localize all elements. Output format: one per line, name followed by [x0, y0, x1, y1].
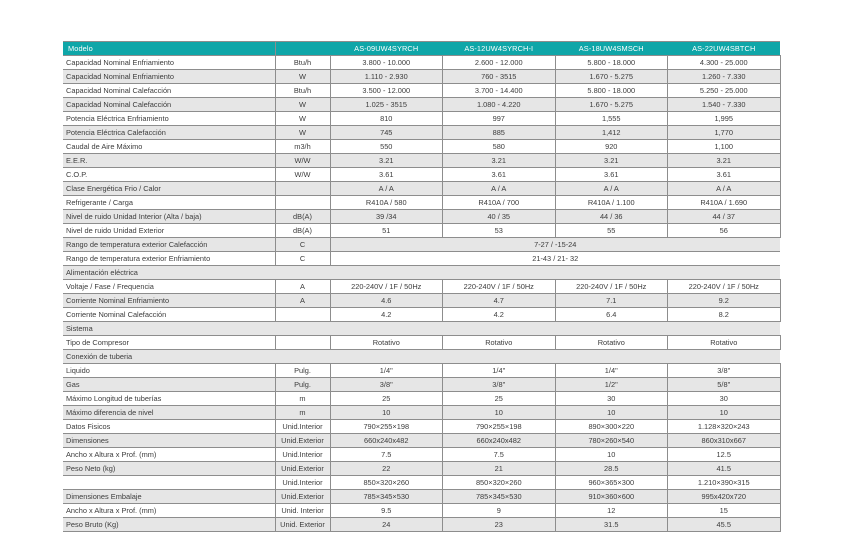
- row-value: R410A / 580: [330, 196, 443, 210]
- table-row: [63, 476, 780, 490]
- row-value: 995x420x720: [668, 490, 781, 504]
- table-row: [63, 238, 780, 252]
- row-value: 1.110 - 2.930: [330, 70, 443, 84]
- row-value: 10: [668, 406, 781, 420]
- row-unit: W: [275, 70, 330, 84]
- row-label: Ancho x Altura x Prof. (mm): [63, 448, 275, 462]
- table-body: [63, 56, 780, 532]
- row-value: 1,770: [668, 126, 781, 140]
- row-value: 23: [443, 518, 556, 532]
- row-value: 1.210×390×315: [668, 476, 781, 490]
- row-value: 44 / 37: [668, 210, 781, 224]
- row-value: 55: [555, 224, 668, 238]
- table-header-row: [63, 42, 780, 56]
- row-value: 550: [330, 140, 443, 154]
- row-value: 785×345×530: [330, 490, 443, 504]
- row-value: R410A / 700: [443, 196, 556, 210]
- table-row: [63, 336, 780, 350]
- section-header-cell: Sistema: [63, 322, 780, 336]
- row-unit: Btu/h: [275, 56, 330, 70]
- row-unit: W: [275, 126, 330, 140]
- row-unit: [275, 196, 330, 210]
- table-row: [63, 504, 780, 518]
- row-unit: Unid.Interior: [275, 420, 330, 434]
- row-value: 56: [668, 224, 781, 238]
- row-value: 7.5: [443, 448, 556, 462]
- header-model-4: AS-22UW4SBTCH: [668, 42, 781, 56]
- row-value: 41.5: [668, 462, 781, 476]
- row-value: 7.1: [555, 294, 668, 308]
- row-value: 1,100: [668, 140, 781, 154]
- row-value: 3.61: [555, 168, 668, 182]
- row-value: 3.21: [555, 154, 668, 168]
- row-value: 8.2: [668, 308, 781, 322]
- row-unit: Unid.Exterior: [275, 462, 330, 476]
- section-header-cell: Alimentación eléctrica: [63, 266, 780, 280]
- table-row: [63, 392, 780, 406]
- row-value: 30: [668, 392, 781, 406]
- row-unit: Pulg.: [275, 378, 330, 392]
- row-value: 1/4": [330, 364, 443, 378]
- row-value: 2.600 - 12.000: [443, 56, 556, 70]
- row-value: 21: [443, 462, 556, 476]
- row-value: 890×300×220: [555, 420, 668, 434]
- row-label: Dimensiones Embalaje: [63, 490, 275, 504]
- table-row: [63, 140, 780, 154]
- table-row: [63, 266, 780, 280]
- row-value: 660x240x482: [443, 434, 556, 448]
- row-value: Rotativo: [443, 336, 556, 350]
- table-row: [63, 126, 780, 140]
- row-value: 15: [668, 504, 781, 518]
- row-value: 745: [330, 126, 443, 140]
- row-value: 3.500 - 12.000: [330, 84, 443, 98]
- table-row: [63, 252, 780, 266]
- row-value: 4.300 - 25.000: [668, 56, 781, 70]
- row-value: 1.540 - 7.330: [668, 98, 781, 112]
- row-value: 6.4: [555, 308, 668, 322]
- row-label: Capacidad Nominal Calefacción: [63, 84, 275, 98]
- row-value: R410A / 1.100: [555, 196, 668, 210]
- row-value: Rotativo: [330, 336, 443, 350]
- row-value: 3.61: [668, 168, 781, 182]
- row-value: 5/8": [668, 378, 781, 392]
- row-value: 1.670 - 5.275: [555, 98, 668, 112]
- row-label: [63, 476, 275, 490]
- row-value: 660x240x482: [330, 434, 443, 448]
- header-unit-blank: [275, 42, 330, 56]
- row-value: 3/8": [330, 378, 443, 392]
- table-row: [63, 294, 780, 308]
- row-value: 220-240V / 1F / 50Hz: [668, 280, 781, 294]
- row-value: 12.5: [668, 448, 781, 462]
- table-row: [63, 420, 780, 434]
- row-unit: [275, 308, 330, 322]
- row-unit: C: [275, 238, 330, 252]
- row-label: Datos Fisicos: [63, 420, 275, 434]
- row-unit: dB(A): [275, 224, 330, 238]
- row-value: 31.5: [555, 518, 668, 532]
- row-value: 1/4": [555, 364, 668, 378]
- table-row: [63, 350, 780, 364]
- row-label: Máximo Longitud de tuberías: [63, 392, 275, 406]
- table-row: [63, 84, 780, 98]
- row-value: 5.250 - 25.000: [668, 84, 781, 98]
- row-value: 22: [330, 462, 443, 476]
- row-value: 9: [443, 504, 556, 518]
- table-row: [63, 280, 780, 294]
- row-value: 45.5: [668, 518, 781, 532]
- row-value: 580: [443, 140, 556, 154]
- row-value: 1,412: [555, 126, 668, 140]
- row-label: Clase Energética Frio / Calor: [63, 182, 275, 196]
- table-row: [63, 70, 780, 84]
- row-unit: Unid. Interior: [275, 504, 330, 518]
- row-value: 810: [330, 112, 443, 126]
- row-label: C.O.P.: [63, 168, 275, 182]
- row-unit: [275, 336, 330, 350]
- table-row: [63, 518, 780, 532]
- row-label: Capacidad Nominal Enfriamiento: [63, 56, 275, 70]
- row-value: 4.2: [330, 308, 443, 322]
- header-model-2: AS-12UW4SYRCH-I: [443, 42, 556, 56]
- row-value: 4.7: [443, 294, 556, 308]
- table-row: [63, 364, 780, 378]
- row-label: Dimensiones: [63, 434, 275, 448]
- row-value: 53: [443, 224, 556, 238]
- table-row: [63, 448, 780, 462]
- row-value: 1/2": [555, 378, 668, 392]
- table-row: [63, 224, 780, 238]
- row-value: 25: [443, 392, 556, 406]
- row-value: 4.6: [330, 294, 443, 308]
- row-unit: dB(A): [275, 210, 330, 224]
- row-unit: Pulg.: [275, 364, 330, 378]
- table-row: [63, 462, 780, 476]
- table-row: [63, 434, 780, 448]
- row-value: 24: [330, 518, 443, 532]
- row-value: 7.5: [330, 448, 443, 462]
- row-value: 3.800 - 10.000: [330, 56, 443, 70]
- row-label: Nivel de ruido Unidad Exterior: [63, 224, 275, 238]
- row-value: 3.21: [330, 154, 443, 168]
- row-value: 10: [330, 406, 443, 420]
- table-row: [63, 98, 780, 112]
- row-value: 9.2: [668, 294, 781, 308]
- row-unit: Btu/h: [275, 84, 330, 98]
- row-label: Capacidad Nominal Enfriamiento: [63, 70, 275, 84]
- row-value: 780×260×540: [555, 434, 668, 448]
- header-model-3: AS-18UW4SMSCH: [555, 42, 668, 56]
- row-unit: Unid.Exterior: [275, 490, 330, 504]
- row-label: Voltaje / Fase / Frequencia: [63, 280, 275, 294]
- row-value: 1,555: [555, 112, 668, 126]
- row-value: 28.5: [555, 462, 668, 476]
- row-value: 1.670 - 5.275: [555, 70, 668, 84]
- row-value-merged: 7-27 / -15-24: [330, 238, 780, 252]
- row-unit: A: [275, 280, 330, 294]
- row-label: Corriente Nominal Enfriamiento: [63, 294, 275, 308]
- row-value: 10: [443, 406, 556, 420]
- row-value: 10: [555, 406, 668, 420]
- table-row: [63, 112, 780, 126]
- row-unit: m3/h: [275, 140, 330, 154]
- row-value: Rotativo: [668, 336, 781, 350]
- row-unit: W: [275, 98, 330, 112]
- row-value: 39 /34: [330, 210, 443, 224]
- row-unit: W/W: [275, 154, 330, 168]
- product-specification-table: [63, 41, 781, 532]
- row-value: 3/8": [443, 378, 556, 392]
- row-unit: [275, 182, 330, 196]
- row-value: Rotativo: [555, 336, 668, 350]
- row-unit: Unid.Interior: [275, 448, 330, 462]
- row-label: Capacidad Nominal Calefacción: [63, 98, 275, 112]
- row-label: Refrigerante / Carga: [63, 196, 275, 210]
- row-label: Nivel de ruido Unidad Interior (Alta / baja): [63, 210, 275, 224]
- row-value: 3.61: [330, 168, 443, 182]
- row-value: 44 / 36: [555, 210, 668, 224]
- table-row: [63, 154, 780, 168]
- row-value: 790×255×198: [443, 420, 556, 434]
- row-label: Máximo diferencia de nivel: [63, 406, 275, 420]
- table-row: [63, 490, 780, 504]
- row-value: 920: [555, 140, 668, 154]
- table-header: [63, 42, 780, 56]
- row-value: A / A: [555, 182, 668, 196]
- row-value: 3.21: [668, 154, 781, 168]
- table-row: [63, 56, 780, 70]
- row-value: 30: [555, 392, 668, 406]
- row-value: 997: [443, 112, 556, 126]
- row-unit: Unid.Exterior: [275, 434, 330, 448]
- row-label: Gas: [63, 378, 275, 392]
- row-value: 3.700 - 14.400: [443, 84, 556, 98]
- row-label: Rango de temperatura exterior Enfriamiento: [63, 252, 275, 266]
- row-label: Peso Neto (kg): [63, 462, 275, 476]
- row-label: Peso Bruto (Kg): [63, 518, 275, 532]
- row-value: 1.128×320×243: [668, 420, 781, 434]
- row-unit: C: [275, 252, 330, 266]
- table-row: [63, 322, 780, 336]
- table-row: [63, 378, 780, 392]
- row-value: 4.2: [443, 308, 556, 322]
- row-label: Tipo de Compresor: [63, 336, 275, 350]
- row-value: 1.260 - 7.330: [668, 70, 781, 84]
- row-label: Potencia Eléctrica Calefacción: [63, 126, 275, 140]
- row-value: 10: [555, 448, 668, 462]
- row-value: 1,995: [668, 112, 781, 126]
- specification-table-container: [63, 41, 780, 532]
- row-value: 5.800 - 18.000: [555, 84, 668, 98]
- row-value: 910×360×600: [555, 490, 668, 504]
- row-label: Liquido: [63, 364, 275, 378]
- row-label: Potencia Eléctrica Enfriamiento: [63, 112, 275, 126]
- row-value: 760 - 3515: [443, 70, 556, 84]
- row-value: R410A / 1.690: [668, 196, 781, 210]
- section-header-cell: Conexión de tuberia: [63, 350, 780, 364]
- row-value: 9.5: [330, 504, 443, 518]
- row-unit: Unid.Interior: [275, 476, 330, 490]
- row-value: 40 / 35: [443, 210, 556, 224]
- row-label: Corriente Nominal Calefacción: [63, 308, 275, 322]
- row-value: 850×320×260: [330, 476, 443, 490]
- header-label-modelo: Modelo: [63, 42, 275, 56]
- row-value: 785×345×530: [443, 490, 556, 504]
- row-value: 850×320×260: [443, 476, 556, 490]
- table-row: [63, 210, 780, 224]
- row-unit: A: [275, 294, 330, 308]
- row-label: Caudal de Aire Máximo: [63, 140, 275, 154]
- row-value: 25: [330, 392, 443, 406]
- row-value: 220-240V / 1F / 50Hz: [443, 280, 556, 294]
- table-row: [63, 406, 780, 420]
- row-value: 3.21: [443, 154, 556, 168]
- row-unit: W/W: [275, 168, 330, 182]
- table-row: [63, 196, 780, 210]
- table-row: [63, 168, 780, 182]
- table-row: [63, 308, 780, 322]
- row-value: 960×365×300: [555, 476, 668, 490]
- row-label: Rango de temperatura exterior Calefacción: [63, 238, 275, 252]
- row-value: 220-240V / 1F / 50Hz: [330, 280, 443, 294]
- row-value: 1.080 - 4.220: [443, 98, 556, 112]
- row-value: 3/8": [668, 364, 781, 378]
- row-value: A / A: [668, 182, 781, 196]
- row-value-merged: 21-43 / 21- 32: [330, 252, 780, 266]
- row-value: 3.61: [443, 168, 556, 182]
- table-row: [63, 182, 780, 196]
- row-label: E.E.R.: [63, 154, 275, 168]
- row-value: 12: [555, 504, 668, 518]
- row-unit: Unid. Exterior: [275, 518, 330, 532]
- row-value: 5.800 - 18.000: [555, 56, 668, 70]
- header-model-1: AS-09UW4SYRCH: [330, 42, 443, 56]
- row-value: 51: [330, 224, 443, 238]
- row-value: 1.025 - 3515: [330, 98, 443, 112]
- row-value: 220-240V / 1F / 50Hz: [555, 280, 668, 294]
- row-label: Ancho x Altura x Prof. (mm): [63, 504, 275, 518]
- row-value: 860x310x667: [668, 434, 781, 448]
- row-value: A / A: [330, 182, 443, 196]
- row-value: 790×255×198: [330, 420, 443, 434]
- row-unit: m: [275, 392, 330, 406]
- row-value: A / A: [443, 182, 556, 196]
- row-value: 885: [443, 126, 556, 140]
- row-unit: m: [275, 406, 330, 420]
- row-unit: W: [275, 112, 330, 126]
- row-value: 1/4": [443, 364, 556, 378]
